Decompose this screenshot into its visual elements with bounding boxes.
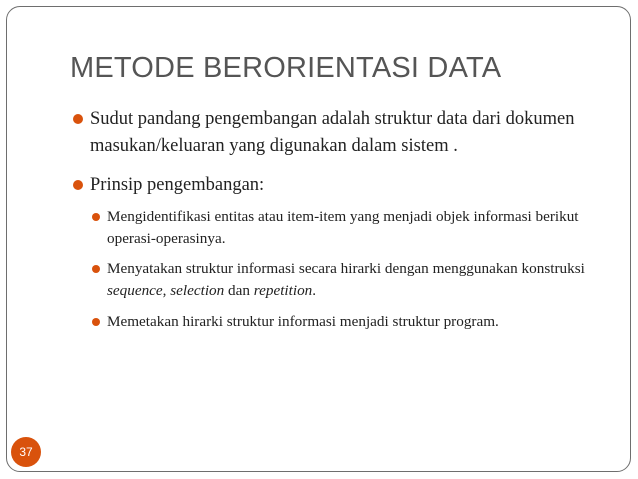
bullet-dot-icon	[92, 318, 100, 326]
bullet-dot-icon	[92, 265, 100, 273]
bullet-dot-icon	[92, 213, 100, 221]
separator-dan: dan	[224, 282, 254, 299]
term-sequence: sequence	[107, 282, 163, 299]
separator-comma: ,	[162, 282, 171, 299]
bullet-dot-icon	[73, 114, 83, 124]
term-selection: selection	[170, 282, 225, 299]
sub-bullet-item-2	[92, 258, 612, 302]
sub-bullet-text-prefix: Menyatakan struktur informasi secara hirarki dengan menggunakan konstruksi	[107, 260, 585, 277]
sub-bullet-text: Mengidentifikasi entitas atau item-item yang menjadi objek informasi berikut operasi-operasinya.	[107, 208, 579, 247]
bullet-text: Prinsip pengembangan:	[90, 175, 265, 195]
term-repetition: repetition	[253, 282, 313, 299]
bullet-item-2	[73, 172, 613, 199]
bullet-text: Sudut pandang pengembangan adalah struktur data dari dokumen masukan/keluaran yang digunakan dalam sistem .	[90, 109, 575, 156]
sub-bullet-text: Memetakan hirarki struktur informasi menjadi struktur program.	[107, 313, 499, 330]
sub-bullet-item-1	[92, 206, 612, 250]
sub-bullet-text-suffix: .	[312, 282, 317, 299]
page-number: 37	[19, 445, 33, 459]
bullet-dot-icon	[73, 180, 83, 190]
sub-bullet-item-3	[92, 311, 612, 333]
bullet-item-1	[73, 106, 613, 160]
page-number-badge	[11, 437, 41, 467]
slide-title: METODE BERORIENTASI DATA	[70, 52, 502, 84]
